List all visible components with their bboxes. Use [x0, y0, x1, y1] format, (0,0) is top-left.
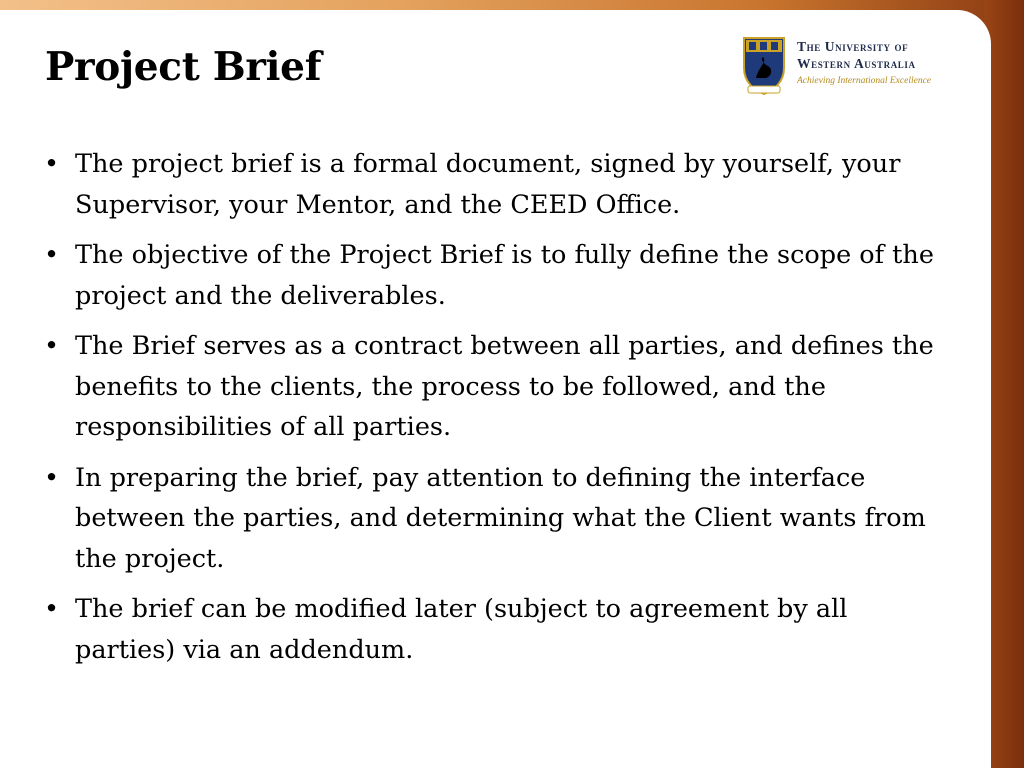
bullet-item [44, 326, 934, 448]
university-logo [740, 34, 960, 98]
logo-university-name-line2: Western Australia [797, 56, 916, 71]
bullet-item [44, 235, 934, 316]
bullet-text: The brief can be modified later (subject to agreement by all parties) via an addendum. [75, 594, 848, 665]
logo-university-name-line1: The University of [797, 39, 909, 54]
bullet-text: The Brief serves as a contract between all parties, and defines the benefits to the clients, the process to be followed, and the responsibilities of all parties. [75, 331, 934, 442]
bullet-item [44, 144, 934, 225]
bullet-marker: • [44, 462, 60, 493]
university-crest-icon [740, 34, 788, 96]
bullet-item [44, 458, 934, 580]
bullet-list [44, 144, 934, 680]
bullet-text: The project brief is a formal document, signed by yourself, your Supervisor, your Mentor, and the CEED Office. [75, 149, 901, 220]
bullet-item [44, 589, 934, 670]
bullet-marker: • [44, 149, 60, 179]
bullet-text: The objective of the Project Brief is to fully define the scope of the project and the deliverables. [75, 240, 934, 311]
bullet-marker: • [44, 331, 60, 361]
bullet-text: In preparing the brief, pay attention to defining the interface between the parties, and determining what the Client wants from the project. [75, 462, 926, 574]
logo-tagline: Achieving International Excellence [797, 76, 931, 86]
bullet-marker: • [44, 240, 60, 270]
bullet-marker: • [44, 594, 60, 624]
slide-title: Project Brief [45, 44, 322, 90]
